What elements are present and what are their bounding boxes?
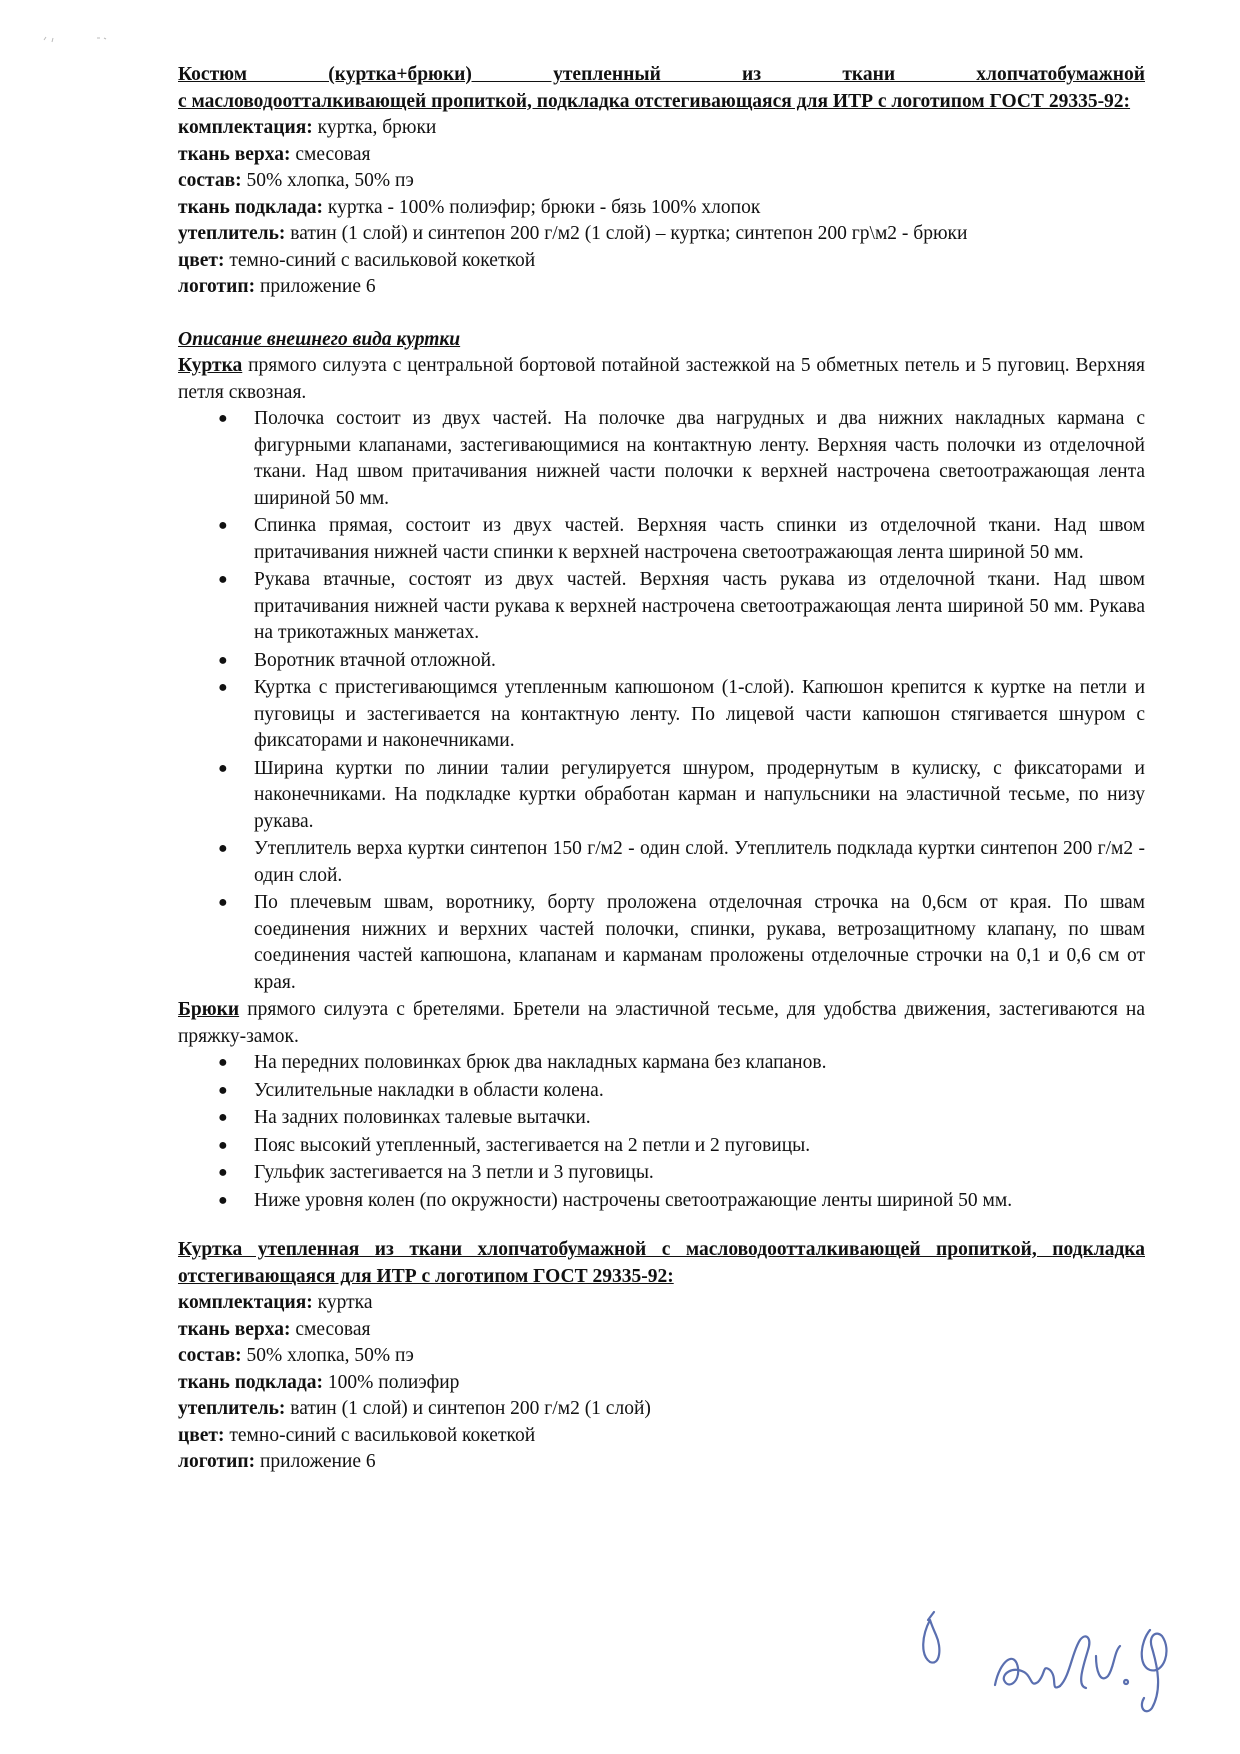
spec-row	[178, 274, 1145, 301]
trousers-bullet-list	[178, 1050, 1145, 1214]
spacer	[178, 301, 1145, 327]
list-item-text: Ширина куртки по линии талии регулируется шнуром, продернутым в кулиску, с фиксаторами и наконечниками. На подкладке куртки обработан карман и напульсники на эластичной тесьме, по низу рукава.	[254, 757, 1145, 832]
spec-label: логотип:	[178, 1451, 256, 1472]
spec-row	[178, 1370, 1145, 1397]
list-item	[178, 836, 1145, 889]
jacket-term: Куртка	[178, 355, 243, 376]
spec-row	[178, 1343, 1145, 1370]
spec-value: темно-синий с васильковой кокеткой	[224, 249, 536, 271]
spec-value: ватин (1 слой) и синтепон 200 г/м2 (1 слой) – куртка; синтепон 200 гр\м2 - брюки	[285, 223, 968, 244]
spec-row	[178, 1290, 1145, 1317]
bullet-icon: ●	[218, 651, 228, 669]
list-item	[178, 1105, 1145, 1132]
spec-value: темно-синий с васильковой кокеткой	[224, 1424, 536, 1446]
bullet-icon: ●	[218, 759, 228, 777]
spec-label: цвет:	[178, 1424, 225, 1446]
spec-label: ткань верха:	[178, 143, 291, 165]
spec-value: 50% хлопка, 50% пэ	[241, 170, 414, 191]
list-item	[178, 1078, 1145, 1105]
document-page	[178, 62, 1145, 1476]
list-item-text: Куртка с пристегивающимся утепленным капюшоном (1-слой). Капюшон крепится к куртке на петли и пуговицы и застегивается на контактную ленту. По лицевой части капюшон стягивается шнуром с фиксаторами и наконечниками.	[254, 677, 1145, 751]
spec-label: состав:	[178, 1345, 242, 1366]
section1-heading-rest: с масловодоотталкивающей пропиткой, подкладка отстегивающаяся для ИТР с логотипом ГОСТ 29335-92:	[178, 90, 1131, 112]
list-item	[178, 1160, 1145, 1187]
spec-label: утеплитель:	[178, 223, 286, 244]
spec-row	[178, 115, 1145, 142]
spec-value: приложение 6	[255, 1451, 376, 1472]
list-item-text: Спинка прямая, состоит из двух частей. Верхняя часть спинки из отделочной ткани. Над швом притачивания нижней части спинки к верхней настрочена светоотражающая лента шириной 50 мм.	[254, 515, 1145, 563]
bullet-icon: ●	[218, 840, 228, 857]
bullet-icon: ●	[218, 679, 228, 696]
trousers-intro-text: прямого силуэта с бретелями. Бретели на эластичной тесьме, для удобства движения, застегиваются на пряжку-замок.	[178, 999, 1145, 1047]
bullet-icon: ●	[218, 410, 228, 427]
spec-label: состав:	[178, 170, 242, 191]
spec-value: куртка, брюки	[312, 117, 437, 138]
spec-value: куртка - 100% полиэфир; брюки - бязь 100% хлопок	[323, 196, 761, 218]
spec-label: цвет:	[178, 249, 225, 271]
spec-row	[178, 1317, 1145, 1344]
list-item-text: Гульфик застегивается на 3 петли и 3 пуговицы.	[254, 1162, 654, 1183]
list-item-text: Полочка состоит из двух частей. На полочке два нагрудных и два нижних накладных кармана с фигурными клапанами, застегивающимися на контактную ленту. Верхняя часть полочки из отделочной ткани. Над швом притачивания нижней части полочки к верхней настрочена светоотражающая лента шириной 50 мм.	[254, 408, 1145, 509]
list-item	[178, 648, 1145, 675]
section2-specs	[178, 1290, 1145, 1476]
list-item	[178, 1050, 1145, 1077]
jacket-intro	[178, 353, 1145, 406]
jacket-bullet-list	[178, 406, 1145, 996]
list-item	[178, 567, 1145, 647]
spec-label: ткань подклада:	[178, 1371, 324, 1393]
list-item	[178, 513, 1145, 566]
list-item-text: Ниже уровня колен (по окружности) настрочены светоотражающие ленты шириной 50 мм.	[254, 1189, 1013, 1211]
bullet-icon: ●	[218, 1191, 228, 1209]
jacket-intro-text: прямого силуэта с центральной бортовой потайной застежкой на 5 обметных петель и 5 пуговиц. Верхняя петля сквозная.	[178, 355, 1145, 403]
list-item-text: Усилительные накладки в области колена.	[254, 1079, 604, 1101]
handwritten-signature-icon	[900, 1590, 1220, 1720]
list-item	[178, 756, 1145, 836]
spec-label: ткань подклада:	[178, 196, 324, 218]
section1-specs	[178, 115, 1145, 301]
spec-value: ватин (1 слой) и синтепон 200 г/м2 (1 слой)	[285, 1398, 651, 1419]
list-item-text: На задних половинках талевые вытачки.	[254, 1107, 591, 1128]
spec-row	[178, 195, 1145, 222]
spec-label: утеплитель:	[178, 1398, 286, 1419]
spec-value: смесовая	[290, 1318, 371, 1340]
bullet-icon: ●	[218, 1164, 228, 1181]
spec-row	[178, 248, 1145, 275]
spec-row	[178, 221, 1145, 248]
spec-value: приложение 6	[255, 276, 376, 297]
trousers-term: Брюки	[178, 999, 240, 1020]
spec-label: комплектация:	[178, 1292, 313, 1313]
list-item-text: Воротник втачной отложной.	[254, 649, 496, 671]
spec-label: комплектация:	[178, 117, 313, 138]
list-item	[178, 1188, 1145, 1215]
spec-value: смесовая	[290, 143, 371, 165]
list-item-text: Рукава втачные, состоят из двух частей. Верхняя часть рукава из отделочной ткани. Над швом притачивания нижней части рукава к верхней настрочена светоотражающая лента шириной 50 мм. Рукава на трикотажных манжетах.	[254, 569, 1145, 643]
jacket-subheading: Описание внешнего вида куртки	[178, 328, 461, 350]
list-item-text: Пояс высокий утепленный, застегивается на 2 петли и 2 пуговицы.	[254, 1134, 811, 1156]
spec-row	[178, 1396, 1145, 1423]
list-item-text: Утеплитель верха куртки синтепон 150 г/м2 - один слой. Утеплитель подклада куртки синтепон 200 г/м2 - один слой.	[254, 838, 1145, 886]
bullet-icon: ●	[218, 1109, 228, 1126]
list-item-text: По плечевым швам, воротнику, борту проложена отделочная строчка на 0,6см от края. По швам соединения нижних и верхних частей полочки, спинки, рукава, ветрозащитному клапану, по швам соединения частей капюшона, клапанам и карманам проложены отделочные строчки на 0,1 и 0,6 см от края.	[254, 892, 1145, 993]
list-item	[178, 1133, 1145, 1160]
bullet-icon: ●	[218, 571, 228, 588]
bullet-icon: ●	[218, 894, 228, 911]
spec-row	[178, 168, 1145, 195]
list-item	[178, 406, 1145, 512]
bullet-icon: ●	[218, 517, 228, 534]
bullet-icon: ●	[218, 1081, 228, 1099]
spec-label: логотип:	[178, 276, 256, 297]
list-item	[178, 675, 1145, 755]
list-item-text: На передних половинках брюк два накладных кармана без клапанов.	[254, 1052, 827, 1073]
spacer	[178, 1215, 1145, 1237]
spec-value: 100% полиэфир	[323, 1371, 460, 1393]
section1-heading-line1: Костюм (куртка+брюки) утепленный из ткани хлопчатобумажной	[178, 64, 1145, 85]
spec-row	[178, 1449, 1145, 1476]
spec-value: куртка	[312, 1292, 373, 1313]
spec-value: 50% хлопка, 50% пэ	[241, 1345, 414, 1366]
bullet-icon: ●	[218, 1136, 228, 1154]
scan-artifact	[42, 30, 122, 50]
section2-heading: Куртка утепленная из ткани хлопчатобумажной с масловодоотталкивающей пропиткой, подкладка отстегивающаяся для ИТР с логотипом ГОСТ 29335-92:	[178, 1239, 1145, 1287]
spec-label: ткань верха:	[178, 1318, 291, 1340]
trousers-intro	[178, 997, 1145, 1050]
list-item	[178, 890, 1145, 996]
bullet-icon: ●	[218, 1054, 228, 1071]
spec-row	[178, 1423, 1145, 1450]
section1-heading	[178, 62, 1145, 115]
spec-row	[178, 142, 1145, 169]
